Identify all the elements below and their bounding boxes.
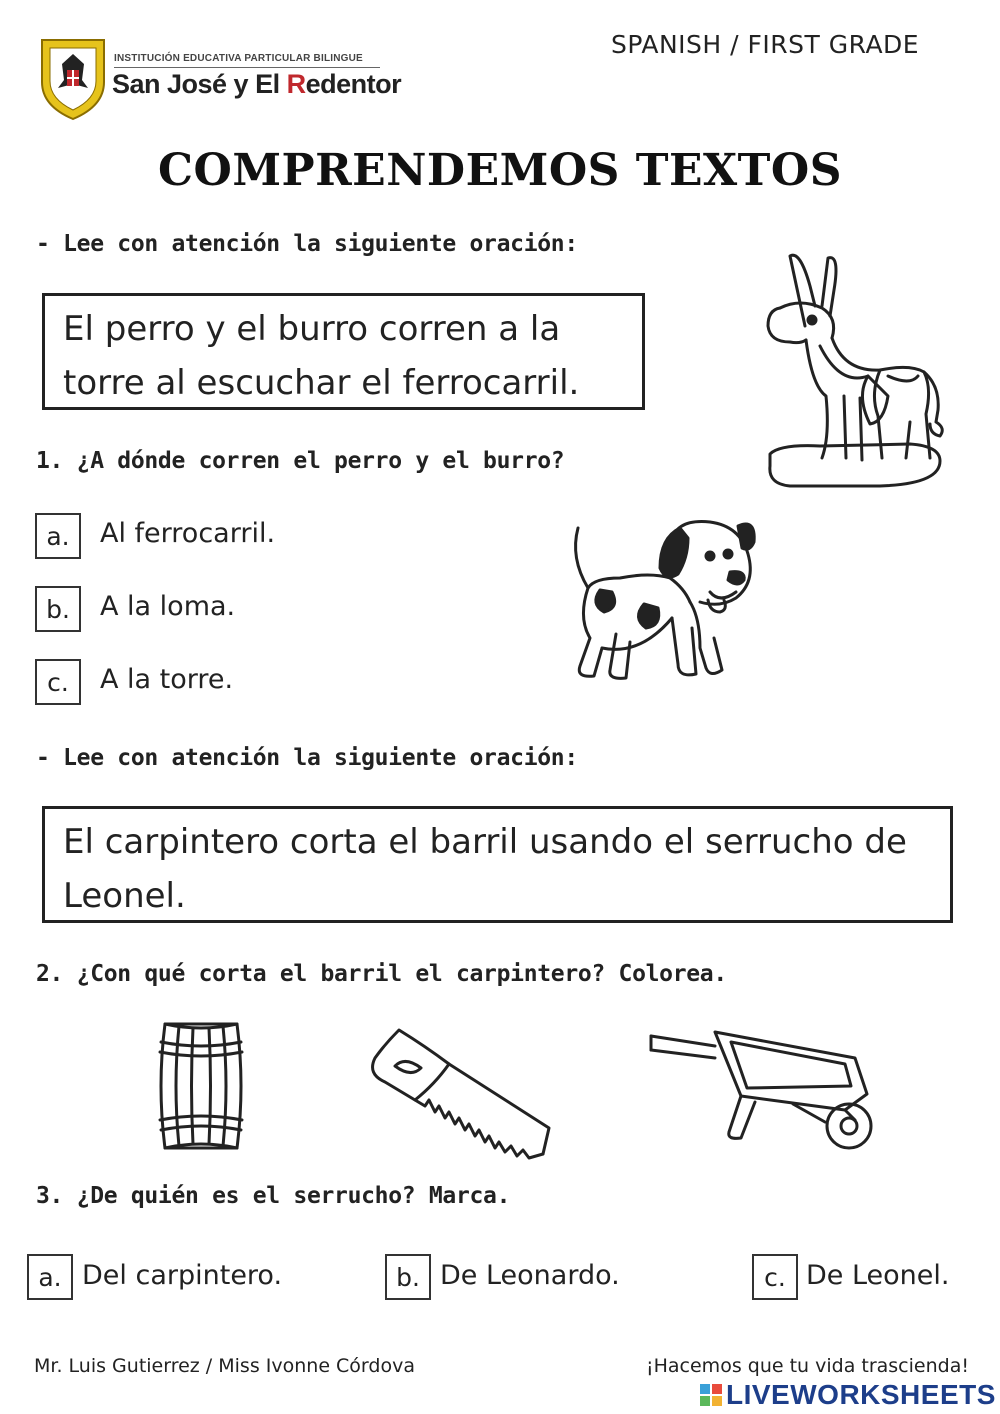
donkey-illustration [760,246,950,494]
instruction-2: - Lee con atención la siguiente oración: [36,745,578,771]
page-title: COMPRENDEMOS TEXTOS [157,145,843,196]
q3-option-c-text: De Leonel. [806,1260,950,1291]
teachers-credit: Mr. Luis Gutierrez / Miss Ivonne Córdova [34,1355,415,1377]
q1-option-c-text: A la torre. [100,664,234,695]
grade-label: SPANISH / FIRST GRADE [611,30,920,59]
q1-option-a-box[interactable]: a. [35,513,81,559]
sentence-1-line-2: torre al escuchar el ferrocarril. [63,363,580,403]
sentence-2-line-2: Leonel. [63,876,186,916]
dog-illustration [560,508,765,688]
q1-option-b-text: A la loma. [100,591,236,622]
q1-option-c-box[interactable]: c. [35,659,81,705]
school-crest [38,36,108,122]
sentence-1-line-1: El perro y el burro corren a la [63,309,561,349]
question-1: 1. ¿A dónde corren el perro y el burro? [36,448,565,474]
barrel-image[interactable] [155,1018,247,1154]
liveworksheets-logo[interactable] [700,1378,995,1412]
q3-option-c-box[interactable]: c. [752,1254,798,1300]
school-motto: ¡Hacemos que tu vida trascienda! [646,1355,969,1377]
liveworksheets-brand: LIVEWORKSHEETS [726,1379,996,1410]
q3-option-b-text: De Leonardo. [440,1260,620,1291]
institution-underline [114,67,380,68]
liveworksheets-icon [700,1384,722,1406]
question-3: 3. ¿De quién es el serrucho? Marca. [36,1183,511,1209]
q1-option-a-text: Al ferrocarril. [100,518,276,549]
q3-option-b-box[interactable]: b. [385,1254,431,1300]
question-2: 2. ¿Con qué corta el barril el carpintero? Colorea. [36,961,727,987]
q1-option-b-box[interactable]: b. [35,586,81,632]
sentence-2-line-1: El carpintero corta el barril usando el serrucho de [63,822,907,862]
institution-name: San José y El Redentor [112,69,402,99]
wheelbarrow-image[interactable] [645,1022,880,1152]
sentence-box-2 [42,806,953,923]
saw-image[interactable] [365,1024,555,1160]
institution-line: INSTITUCIÓN EDUCATIVA PARTICULAR BILINGUE [114,53,363,64]
q3-option-a-text: Del carpintero. [82,1260,283,1291]
instruction-1: - Lee con atención la siguiente oración: [36,231,578,257]
q3-option-a-box[interactable]: a. [27,1254,73,1300]
sentence-box-1 [42,293,645,410]
